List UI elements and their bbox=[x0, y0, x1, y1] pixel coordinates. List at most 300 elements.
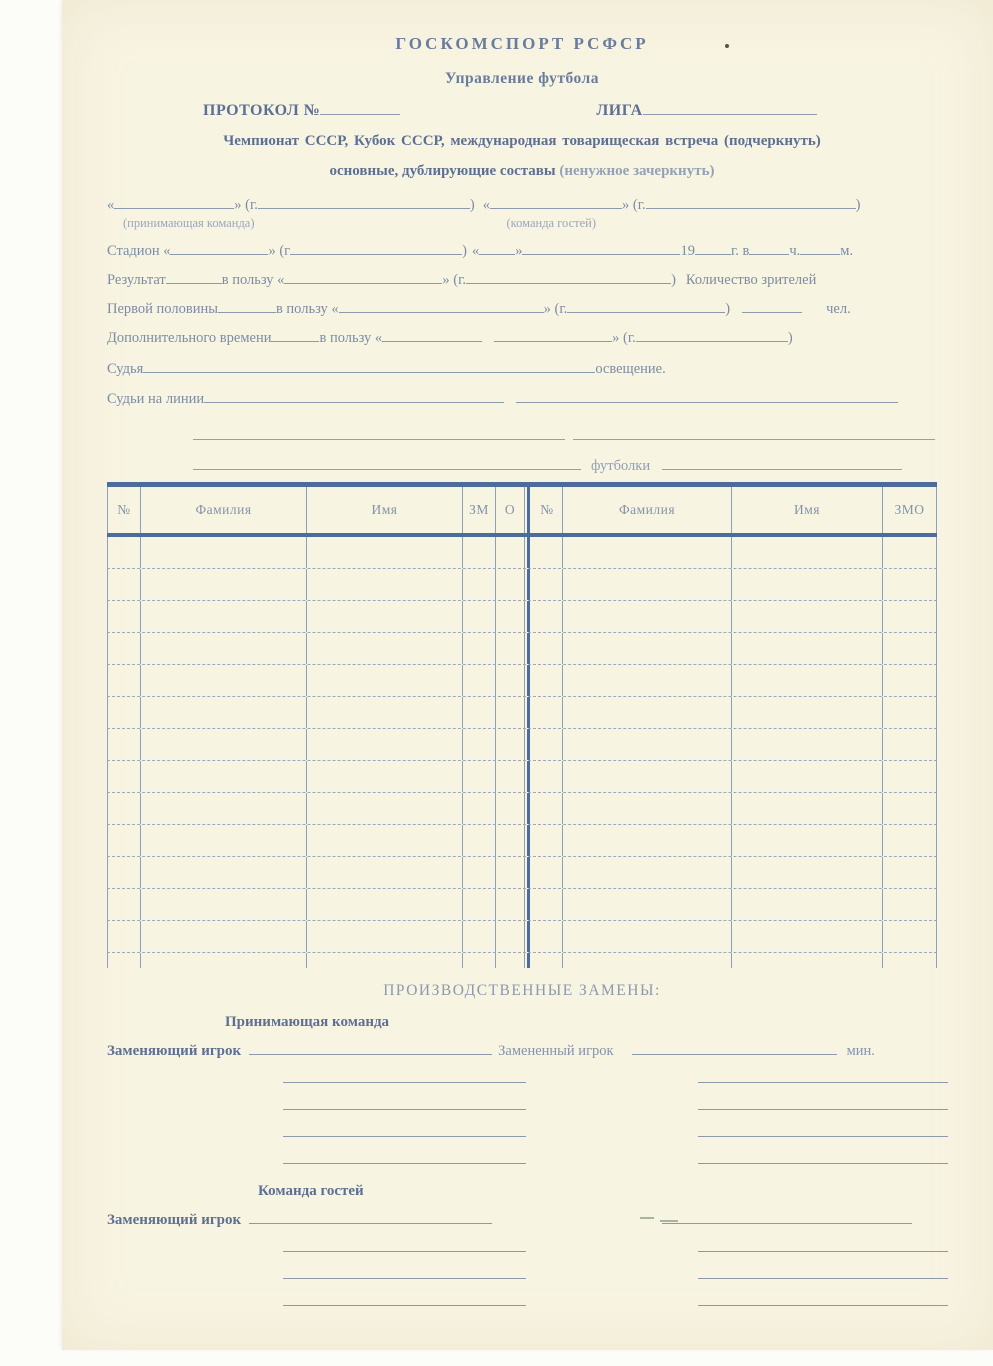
table-center-divider bbox=[527, 889, 530, 920]
blank-fill-line bbox=[283, 1069, 526, 1083]
blank-fill-line bbox=[643, 101, 817, 115]
roster-row bbox=[107, 537, 937, 569]
roster-cell bbox=[563, 825, 732, 856]
table-center-divider bbox=[527, 921, 530, 952]
roster-cell bbox=[532, 537, 563, 568]
form-text: футболки bbox=[591, 458, 651, 474]
roster-cell bbox=[883, 857, 937, 888]
roster-row bbox=[107, 697, 937, 729]
roster-table-head bbox=[107, 482, 937, 537]
roster-cell bbox=[463, 729, 496, 760]
roster-cell bbox=[732, 825, 883, 856]
roster-cell bbox=[532, 729, 563, 760]
table-center-divider bbox=[527, 487, 530, 533]
roster-cell bbox=[307, 921, 463, 952]
org-title: ГОСКОМСПОРТ РСФСР bbox=[395, 34, 649, 53]
roster-cell bbox=[141, 633, 307, 664]
roster-cell bbox=[307, 537, 463, 568]
frow-first-half bbox=[107, 299, 937, 318]
form-text: ) bbox=[725, 301, 731, 317]
blank-fill-line bbox=[193, 426, 565, 440]
roster-header bbox=[107, 487, 937, 533]
form-text: Замененный игрок bbox=[498, 1043, 614, 1059]
guest-team-label: Команда гостей bbox=[258, 1183, 364, 1199]
roster-col-header: О bbox=[496, 487, 525, 533]
frow-protocol bbox=[107, 101, 937, 120]
roster-cell bbox=[141, 921, 307, 952]
blank-fill-line bbox=[218, 299, 276, 313]
blank-fill-line bbox=[698, 1069, 948, 1083]
roster-cell bbox=[496, 825, 525, 856]
roster-cell bbox=[307, 857, 463, 888]
guest-sub-row-0 bbox=[107, 1205, 937, 1235]
form-text: Заменяющий игрок bbox=[107, 1043, 242, 1059]
blank-fill-line bbox=[249, 1210, 492, 1224]
roster-cell bbox=[141, 697, 307, 728]
blank-fill-line bbox=[698, 1265, 948, 1279]
table-center-divider bbox=[527, 569, 530, 600]
roster-row bbox=[107, 601, 937, 633]
roster-cell bbox=[307, 569, 463, 600]
gap bbox=[107, 1136, 283, 1137]
form-text: Дополнительного времени bbox=[107, 330, 272, 346]
blank-fill-line bbox=[271, 328, 319, 342]
form-text: Судьи на линии bbox=[107, 391, 205, 407]
squads-line bbox=[107, 163, 937, 182]
roster-cell bbox=[496, 857, 525, 888]
blank-fill-line bbox=[339, 299, 544, 313]
blank-fill-line bbox=[662, 456, 902, 470]
roster-cell bbox=[463, 569, 496, 600]
gap bbox=[526, 1251, 698, 1252]
blank-fill-line bbox=[283, 1265, 526, 1279]
form-text: Судья bbox=[107, 361, 144, 377]
form-text: Количество зрителей bbox=[685, 272, 817, 288]
roster-cell bbox=[107, 729, 141, 760]
form-text: « bbox=[107, 197, 115, 213]
roster-cell bbox=[532, 857, 563, 888]
roster-cell bbox=[141, 889, 307, 920]
form-text: Заменяющий игрок bbox=[107, 1212, 242, 1228]
roster-cell bbox=[307, 601, 463, 632]
roster-cell bbox=[107, 825, 141, 856]
roster-cell bbox=[496, 921, 525, 952]
roster-cell bbox=[732, 633, 883, 664]
roster-cell bbox=[307, 761, 463, 792]
roster-row bbox=[107, 825, 937, 857]
roster-col-header: Имя bbox=[732, 487, 883, 533]
blank-fill-line bbox=[698, 1123, 948, 1137]
home-sub-row-1 bbox=[107, 1066, 937, 1093]
roster-cell bbox=[883, 697, 937, 728]
form-text: Стадион « bbox=[107, 243, 171, 259]
guest-sub-row-2 bbox=[107, 1262, 937, 1289]
gap bbox=[492, 1223, 662, 1224]
roster-row bbox=[107, 953, 937, 968]
gap bbox=[482, 341, 494, 342]
roster-col-header: № bbox=[107, 487, 141, 533]
roster-cell bbox=[307, 889, 463, 920]
roster-cell bbox=[307, 729, 463, 760]
gap bbox=[730, 312, 742, 313]
roster-cell bbox=[463, 921, 496, 952]
table-center-divider bbox=[527, 857, 530, 888]
roster-cell bbox=[883, 633, 937, 664]
roster-row bbox=[107, 569, 937, 601]
table-center-divider bbox=[527, 729, 530, 760]
department-title: Управление футбола bbox=[444, 70, 599, 87]
form-text: » (г. bbox=[612, 330, 636, 346]
gap bbox=[107, 226, 123, 227]
table-center-divider bbox=[527, 761, 530, 792]
gap bbox=[107, 1305, 283, 1306]
roster-cell bbox=[883, 889, 937, 920]
roster-cell bbox=[141, 537, 307, 568]
roster-cell bbox=[496, 569, 525, 600]
roster-cell bbox=[532, 761, 563, 792]
roster-cell bbox=[732, 761, 883, 792]
roster-cell bbox=[463, 889, 496, 920]
form-text: ) bbox=[462, 243, 467, 259]
blank-fill-line bbox=[516, 389, 898, 403]
form-text: ) bbox=[855, 197, 861, 213]
gap bbox=[107, 114, 203, 115]
roster-cell bbox=[307, 633, 463, 664]
roster-cell bbox=[563, 857, 732, 888]
roster-cell bbox=[732, 953, 883, 968]
blank-fill-line bbox=[382, 328, 482, 342]
roster-cell bbox=[732, 569, 883, 600]
gap bbox=[241, 1054, 249, 1055]
blank-fill-line bbox=[632, 1041, 837, 1055]
roster-cell bbox=[532, 569, 563, 600]
form-text: ПРОТОКОЛ № bbox=[203, 102, 321, 119]
form-text: 19 bbox=[680, 243, 695, 259]
roster-table bbox=[107, 482, 937, 968]
roster-cell bbox=[463, 665, 496, 696]
roster-row bbox=[107, 665, 937, 697]
roster-cell bbox=[107, 889, 141, 920]
blank-fill-line bbox=[193, 456, 581, 470]
table-center-divider bbox=[527, 697, 530, 728]
roster-cell bbox=[883, 953, 937, 968]
roster-cell bbox=[107, 857, 141, 888]
form-text: (принимающая команда) bbox=[123, 216, 255, 230]
table-center-divider bbox=[527, 953, 530, 968]
roster-cell bbox=[307, 697, 463, 728]
roster-cell bbox=[563, 601, 732, 632]
roster-cell bbox=[141, 793, 307, 824]
roster-cell bbox=[732, 537, 883, 568]
roster-cell bbox=[532, 889, 563, 920]
roster-cell bbox=[307, 825, 463, 856]
form-text: ЛИГА bbox=[596, 102, 643, 119]
gap bbox=[400, 114, 596, 115]
form-text: » bbox=[515, 243, 523, 259]
guest-sub-row-3 bbox=[107, 1289, 937, 1316]
frow-result bbox=[107, 270, 937, 289]
gap bbox=[614, 1054, 632, 1055]
frow-extra-time bbox=[107, 328, 937, 347]
scan-mark bbox=[660, 1220, 678, 1222]
roster-cell bbox=[532, 633, 563, 664]
roster-cell bbox=[307, 665, 463, 696]
roster-cell bbox=[563, 889, 732, 920]
blank-fill-line bbox=[284, 270, 442, 284]
gap bbox=[676, 283, 686, 284]
home-team-label: Принимающая команда bbox=[225, 1014, 390, 1030]
blank-fill-line bbox=[258, 195, 470, 209]
form-text: в пользу « bbox=[275, 301, 339, 317]
gap bbox=[581, 469, 591, 470]
form-text: ч. bbox=[789, 243, 801, 259]
blank-fill-line bbox=[466, 270, 671, 284]
roster-cell bbox=[563, 729, 732, 760]
home-substitution-rows bbox=[107, 1036, 937, 1174]
roster-cell bbox=[883, 729, 937, 760]
blank-fill-line bbox=[143, 359, 595, 373]
gap bbox=[837, 1054, 847, 1055]
roster-cell bbox=[563, 761, 732, 792]
home-sub-row-3 bbox=[107, 1120, 937, 1147]
blank-fill-line bbox=[636, 328, 788, 342]
roster-cell bbox=[107, 601, 141, 632]
blank-fill-line bbox=[320, 101, 400, 115]
roster-cell bbox=[463, 825, 496, 856]
sheet-content bbox=[107, 0, 937, 1316]
form-rows bbox=[107, 195, 937, 475]
roster-row bbox=[107, 729, 937, 761]
blank-fill-line bbox=[695, 241, 731, 255]
gap bbox=[650, 469, 662, 470]
frow-score-lines bbox=[107, 426, 937, 445]
blank-fill-line bbox=[742, 299, 802, 313]
frow-stadium bbox=[107, 241, 937, 260]
frow-teams bbox=[107, 195, 937, 214]
form-text: Результат bbox=[107, 272, 166, 288]
form-text: в пользу « bbox=[319, 330, 383, 346]
blank-fill-line bbox=[698, 1096, 948, 1110]
home-sub-row-4 bbox=[107, 1147, 937, 1174]
roster-cell bbox=[532, 953, 563, 968]
roster-cell bbox=[496, 761, 525, 792]
gap bbox=[107, 439, 193, 440]
blank-fill-line bbox=[698, 1150, 948, 1164]
gap bbox=[526, 1082, 698, 1083]
roster-cell bbox=[307, 953, 463, 968]
roster-cell bbox=[141, 825, 307, 856]
form-text: Первой половины bbox=[107, 301, 218, 317]
form-text: » (г. bbox=[442, 272, 467, 288]
roster-cell bbox=[532, 665, 563, 696]
gap bbox=[475, 208, 483, 209]
roster-cell bbox=[463, 537, 496, 568]
roster-col-header: Имя bbox=[307, 487, 463, 533]
blank-fill-line bbox=[283, 1238, 526, 1252]
gap bbox=[526, 1109, 698, 1110]
home-sub-row-2 bbox=[107, 1093, 937, 1120]
table-center-divider bbox=[527, 537, 530, 568]
blank-fill-line bbox=[283, 1150, 526, 1164]
roster-cell bbox=[107, 665, 141, 696]
roster-cell bbox=[107, 633, 141, 664]
form-text: (команда гостей) bbox=[506, 216, 597, 230]
roster-body bbox=[107, 537, 937, 968]
gap bbox=[526, 1278, 698, 1279]
frow-linesmen bbox=[107, 389, 937, 408]
roster-cell bbox=[732, 729, 883, 760]
roster-cell bbox=[107, 537, 141, 568]
table-center-divider bbox=[527, 633, 530, 664]
roster-cell bbox=[732, 601, 883, 632]
frow-referee bbox=[107, 359, 937, 378]
guest-substitution-rows bbox=[107, 1205, 937, 1316]
roster-cell bbox=[732, 857, 883, 888]
blank-fill-line bbox=[567, 299, 725, 313]
roster-cell bbox=[496, 633, 525, 664]
roster-cell bbox=[496, 537, 525, 568]
roster-row bbox=[107, 761, 937, 793]
form-text: мин. bbox=[846, 1043, 875, 1059]
scan-speck bbox=[725, 44, 729, 48]
table-center-divider bbox=[527, 793, 530, 824]
roster-cell bbox=[883, 921, 937, 952]
roster-cell bbox=[496, 697, 525, 728]
roster-cell bbox=[141, 665, 307, 696]
blank-fill-line bbox=[494, 328, 612, 342]
blank-fill-line bbox=[490, 195, 622, 209]
roster-cell bbox=[496, 793, 525, 824]
form-text: ) bbox=[671, 272, 676, 288]
roster-cell bbox=[107, 761, 141, 792]
gap bbox=[107, 1251, 283, 1252]
gap bbox=[255, 226, 507, 227]
squads-note: (ненужное зачеркнуть) bbox=[559, 163, 715, 179]
gap bbox=[107, 1082, 283, 1083]
roster-cell bbox=[496, 889, 525, 920]
roster-cell bbox=[307, 793, 463, 824]
roster-cell bbox=[141, 729, 307, 760]
gap bbox=[526, 1136, 698, 1137]
roster-row bbox=[107, 889, 937, 921]
blank-fill-line bbox=[204, 389, 504, 403]
blank-fill-line bbox=[800, 241, 840, 255]
roster-row bbox=[107, 857, 937, 889]
roster-cell bbox=[496, 953, 525, 968]
squads-main: основные, дублирующие составы bbox=[329, 163, 556, 179]
blank-fill-line bbox=[749, 241, 789, 255]
form-text: освещение. bbox=[595, 361, 666, 377]
form-text: в пользу « bbox=[221, 272, 285, 288]
roster-cell bbox=[532, 793, 563, 824]
roster-col-header: Фамилия bbox=[563, 487, 732, 533]
roster-cell bbox=[141, 569, 307, 600]
roster-col-header: № bbox=[532, 487, 563, 533]
form-text: м. bbox=[840, 243, 854, 259]
gap bbox=[107, 469, 193, 470]
roster-cell bbox=[107, 921, 141, 952]
blank-fill-line bbox=[283, 1292, 526, 1306]
roster-cell bbox=[883, 665, 937, 696]
roster-cell bbox=[463, 953, 496, 968]
blank-fill-line bbox=[290, 241, 462, 255]
roster-cell bbox=[563, 921, 732, 952]
blank-fill-line bbox=[698, 1292, 948, 1306]
form-text: ) bbox=[469, 197, 475, 213]
form-text: ) bbox=[787, 330, 793, 346]
roster-cell bbox=[563, 665, 732, 696]
blank-fill-line bbox=[646, 195, 856, 209]
roster-cell bbox=[463, 697, 496, 728]
table-center-divider bbox=[527, 665, 530, 696]
roster-cell bbox=[563, 537, 732, 568]
roster-cell bbox=[496, 601, 525, 632]
blank-fill-line bbox=[283, 1096, 526, 1110]
roster-cell bbox=[463, 793, 496, 824]
roster-cell bbox=[532, 697, 563, 728]
roster-cell bbox=[732, 793, 883, 824]
roster-cell bbox=[532, 825, 563, 856]
roster-cell bbox=[107, 793, 141, 824]
form-text: чел. bbox=[826, 301, 851, 317]
roster-cell bbox=[107, 953, 141, 968]
roster-cell bbox=[532, 601, 563, 632]
form-text: « bbox=[482, 197, 490, 213]
roster-cell bbox=[141, 857, 307, 888]
gap bbox=[107, 1109, 283, 1110]
blank-fill-line bbox=[479, 241, 515, 255]
gap bbox=[526, 1163, 698, 1164]
roster-cell bbox=[563, 633, 732, 664]
roster-cell bbox=[107, 697, 141, 728]
blank-fill-line bbox=[662, 1210, 912, 1224]
roster-cell bbox=[563, 793, 732, 824]
form-text: » (г bbox=[268, 243, 291, 259]
roster-cell bbox=[883, 825, 937, 856]
frow-jerseys bbox=[107, 456, 937, 475]
roster-cell bbox=[496, 729, 525, 760]
roster-row bbox=[107, 921, 937, 953]
table-center-divider bbox=[527, 825, 530, 856]
form-text: г. в bbox=[730, 243, 750, 259]
roster-cell bbox=[463, 633, 496, 664]
roster-cell bbox=[732, 889, 883, 920]
blank-fill-line bbox=[249, 1041, 492, 1055]
roster-cell bbox=[732, 697, 883, 728]
gap bbox=[526, 1305, 698, 1306]
guest-sub-row-1 bbox=[107, 1235, 937, 1262]
blank-fill-line bbox=[283, 1123, 526, 1137]
gap bbox=[107, 1163, 283, 1164]
roster-row bbox=[107, 633, 937, 665]
form-text: » (г. bbox=[543, 301, 568, 317]
gap bbox=[241, 1223, 249, 1224]
roster-col-header: ЗМО bbox=[883, 487, 937, 533]
roster-cell bbox=[463, 857, 496, 888]
scan-mark bbox=[640, 1217, 654, 1219]
roster-row bbox=[107, 793, 937, 825]
roster-cell bbox=[463, 761, 496, 792]
scanned-protocol-sheet bbox=[62, 0, 993, 1350]
gap bbox=[107, 1278, 283, 1279]
form-text: » (г. bbox=[621, 197, 646, 213]
blank-fill-line bbox=[522, 241, 680, 255]
form-text: » (г. bbox=[234, 197, 258, 213]
roster-cell bbox=[141, 761, 307, 792]
roster-cell bbox=[732, 921, 883, 952]
blank-fill-line bbox=[573, 426, 935, 440]
form-rows-top bbox=[107, 101, 937, 120]
